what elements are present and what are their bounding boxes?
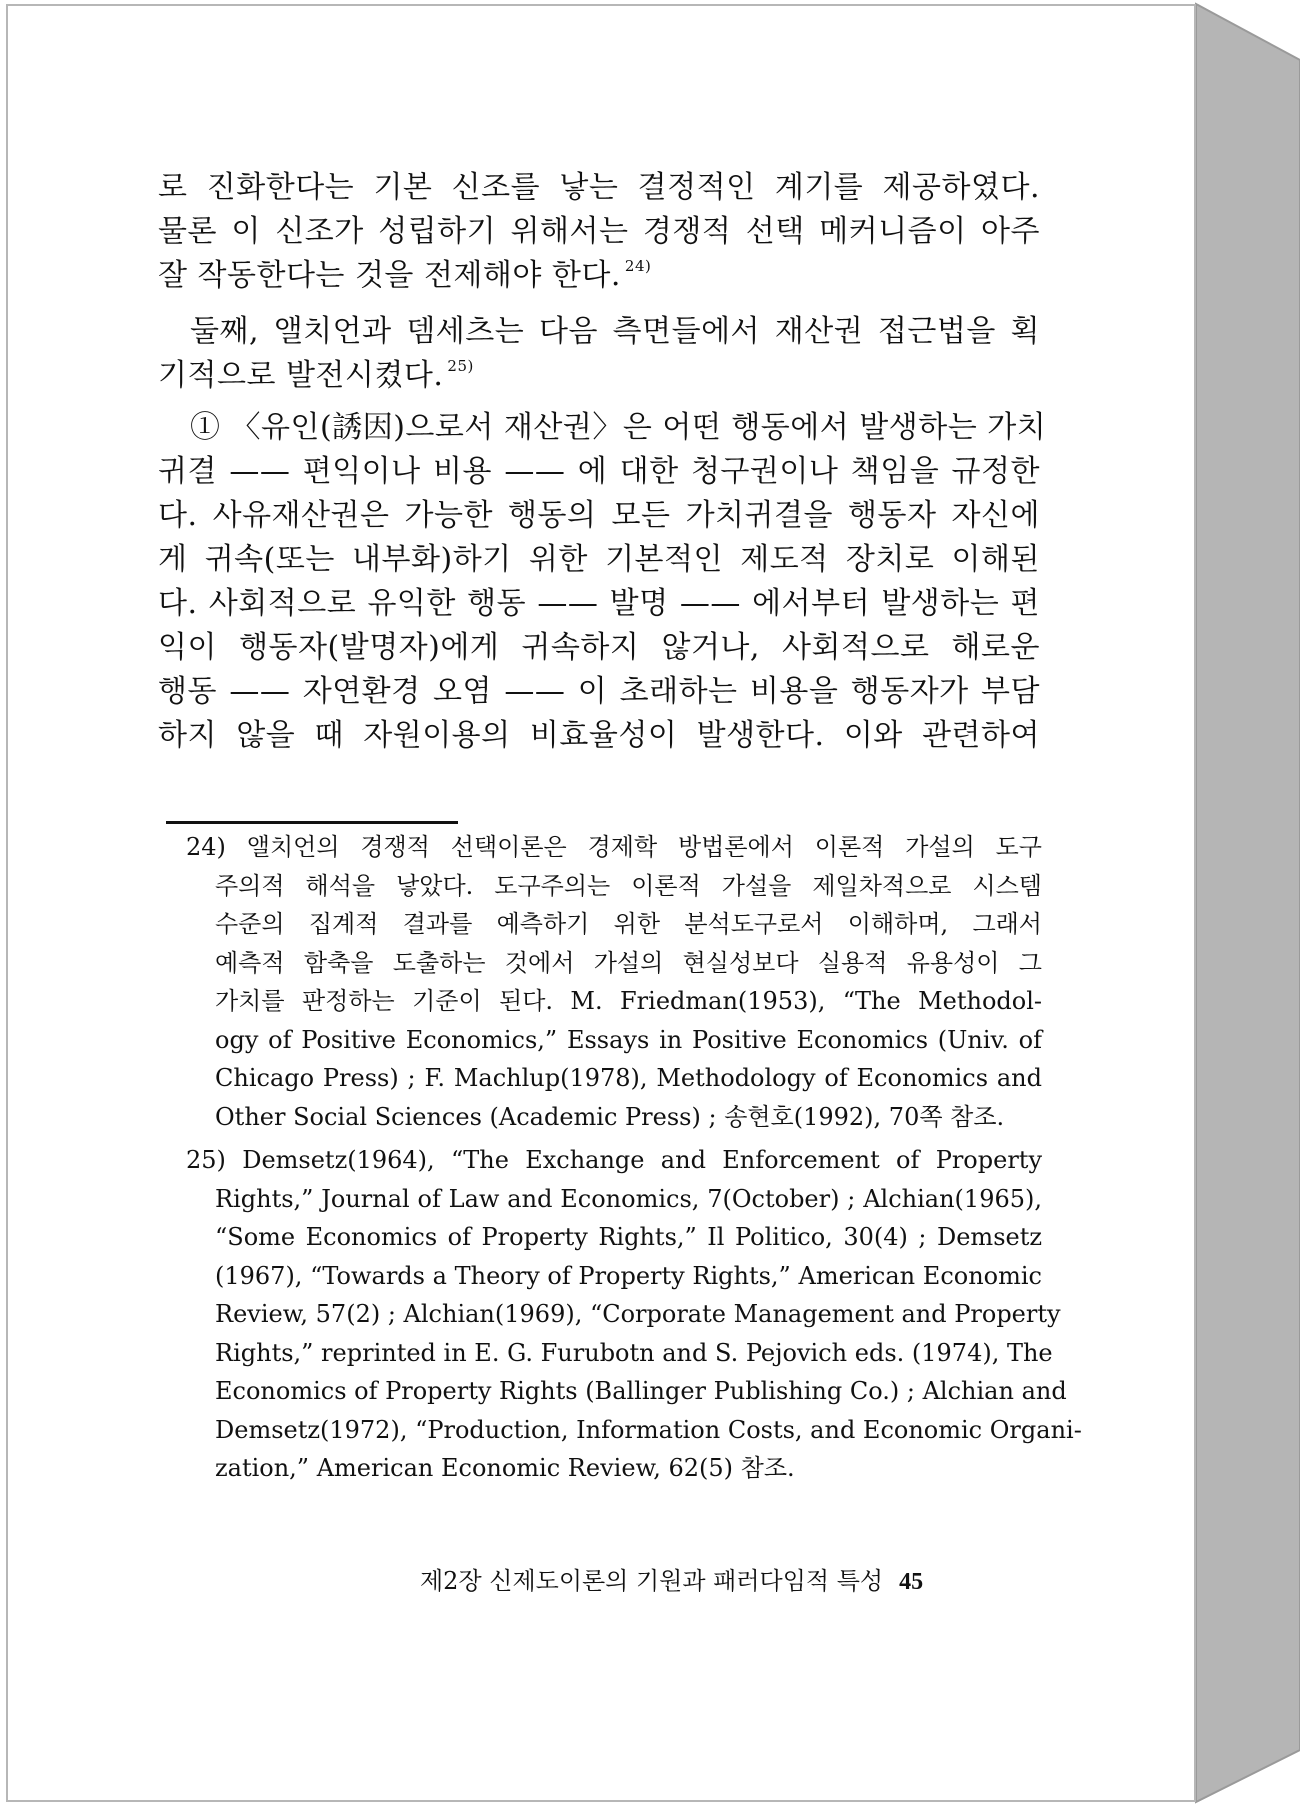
text-line: 행동 —— 자연환경 오염 —— 이 초래하는 비용을 행동자가 부담 xyxy=(158,674,1040,709)
text-line: 귀결 —— 편익이나 비용 —— 에 대한 청구권이나 책임을 규정한 xyxy=(158,454,1040,489)
footnote-line: 가치를 판정하는 기준이 된다. M. Friedman(1953), “The Methodol- xyxy=(215,987,1042,1015)
footnote-line: 24) 앨치언의 경쟁적 선택이론은 경제학 방법론에서 이론적 가설의 도구 xyxy=(186,833,1042,861)
footnote-line: Demsetz(1972), “Production, Information Costs, and Economic Organi- xyxy=(215,1415,1082,1444)
paragraph-2 xyxy=(158,310,1040,398)
footnote-line: Rights,” reprinted in E. G. Furubotn and S. Pejovich eds. (1974), The xyxy=(215,1338,1053,1367)
footnote-line: Rights,” Journal of Law and Economics, 7(October) ; Alchian(1965), xyxy=(215,1184,1042,1213)
footnote-divider xyxy=(166,821,458,824)
footnote-line: 예측적 함축을 도출하는 것에서 가설의 현실성보다 실용적 유용성이 그 xyxy=(215,948,1042,977)
footnote-line: 주의적 해석을 낳았다. 도구주의는 이론적 가설을 제일차적으로 시스템 xyxy=(215,871,1042,900)
footnote-line: 수준의 집계적 결과를 예측하기 위한 분석도구로서 이해하며, 그래서 xyxy=(215,910,1042,938)
footnote-line: zation,” American Economic Review, 62(5) 참조. xyxy=(215,1454,795,1482)
text-line: 다. 사회적으로 유익한 행동 —— 발명 —— 에서부터 발생하는 편 xyxy=(158,586,1040,621)
text-line: 익이 행동자(발명자)에게 귀속하지 않거나, 사회적으로 해로운 xyxy=(158,630,1040,665)
footnote-line: Chicago Press) ; F. Machlup(1978), Methodology of Economics and xyxy=(215,1064,1042,1092)
text-line: 다. 사유재산권은 가능한 행동의 모든 가치귀결을 행동자 자신에 xyxy=(158,498,1040,533)
text-line: ① 〈유인(誘因)으로서 재산권〉은 어떤 행동에서 발생하는 가치 xyxy=(190,410,1047,445)
page-number: 45 xyxy=(899,1569,924,1595)
footnote-line: Review, 57(2) ; Alchian(1969), “Corporate Management and Property xyxy=(215,1300,1061,1328)
text-line: 잘 작동한다는 것을 전제해야 한다. $^{24)}$ xyxy=(158,257,652,293)
footnote-24 xyxy=(186,828,1042,1136)
text-line: 하지 않을 때 자원이용의 비효율성이 발생한다. 이와 관련하여 xyxy=(158,718,1040,753)
footnote-line: “Some Economics of Property Rights,” Il Politico, 30(4) ; Demsetz xyxy=(215,1223,1042,1251)
text-line: 물론 이 신조가 성립하기 위해서는 경쟁적 선택 메커니즘이 아주 xyxy=(158,214,1040,249)
footnote-ref-25[interactable]: 25) xyxy=(447,357,474,375)
running-title: 제2장 신제도이론의 기원과 패러다임적 특성 xyxy=(420,1567,884,1595)
footnote-ref-24[interactable]: 24) xyxy=(624,257,652,275)
page-footer xyxy=(420,1563,923,1600)
footnote-line: Other Social Sciences (Academic Press) ; 송현호(1992), 70쪽 참조. xyxy=(215,1102,1005,1131)
text-line: 게 귀속(또는 내부화)하기 위한 기본적인 제도적 장치로 이해된 xyxy=(158,542,1040,577)
text-line: 기적으로 발전시켰다. $^{25)}$ xyxy=(158,357,474,393)
footnote-line: 25) Demsetz(1964), “The Exchange and Enforcement of Property xyxy=(186,1146,1042,1174)
footnote-line: Economics of Property Rights (Ballinger Publishing Co.) ; Alchian and xyxy=(215,1377,1067,1405)
footnote-line: (1967), “Towards a Theory of Property Rights,” American Economic xyxy=(215,1261,1042,1290)
text-line: 둘째, 앨치언과 뎀세츠는 다음 측면들에서 재산권 접근법을 획 xyxy=(190,314,1040,349)
footnote-25 xyxy=(186,1141,1082,1488)
text-line: 로 진화한다는 기본 신조를 낳는 결정적인 계기를 제공하였다. xyxy=(158,170,1040,205)
footnote-line: ogy of Positive Economics,” Essays in Positive Economics (Univ. of xyxy=(215,1025,1042,1054)
paragraph-1 xyxy=(158,166,1040,298)
paragraph-3 xyxy=(158,406,1047,758)
